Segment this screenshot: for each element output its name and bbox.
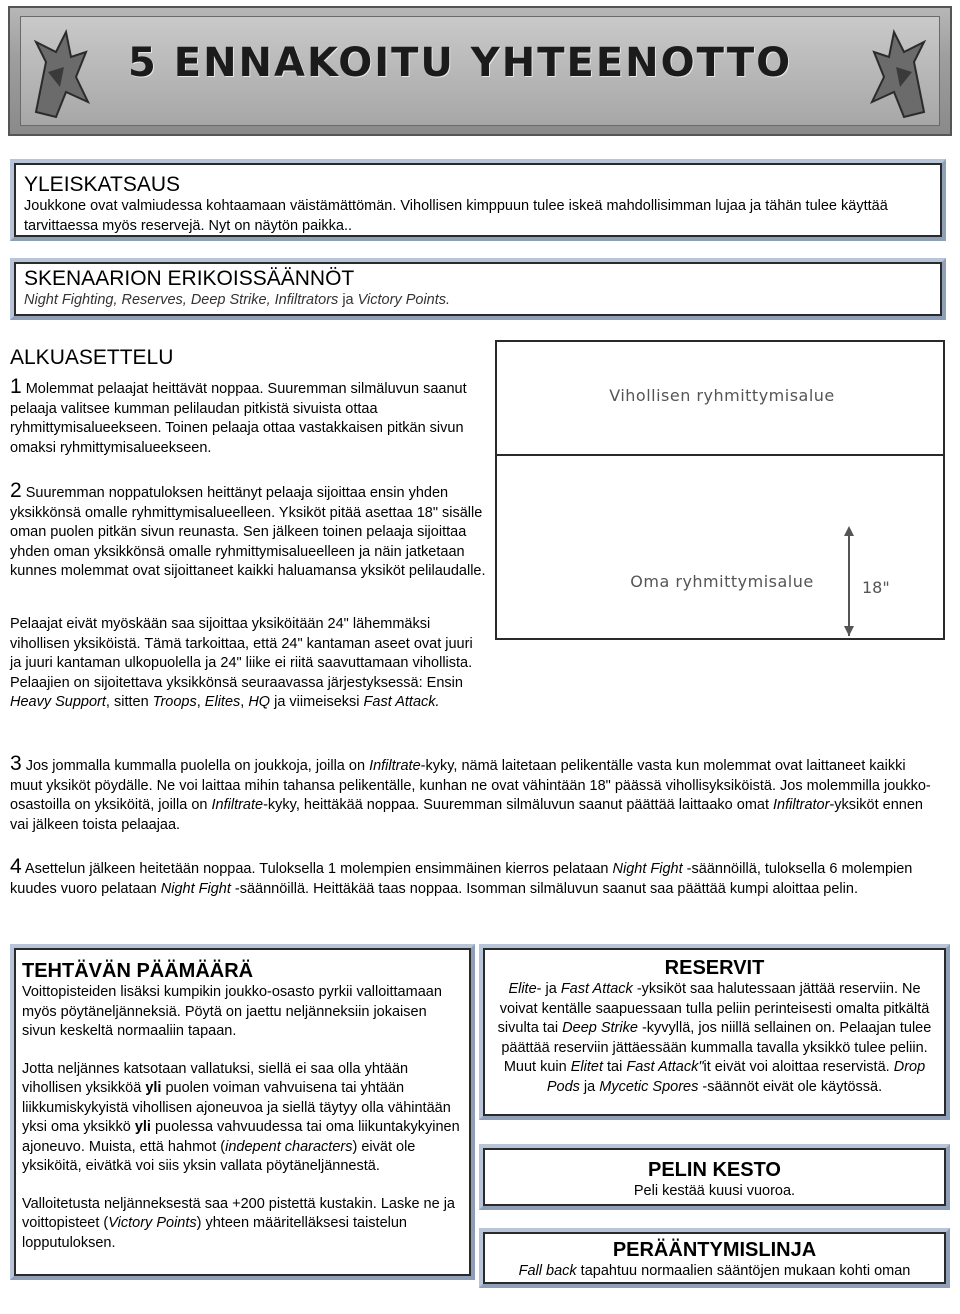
special-rules-heading: SKENAARION ERIKOISSÄÄNNÖT	[24, 267, 355, 290]
mission-heading: TEHTÄVÄN PÄÄMÄÄRÄ	[22, 960, 254, 982]
deployment-diagram	[495, 340, 945, 640]
withdrawal-box	[479, 1228, 950, 1288]
own-zone-label: Oma ryhmittymisalue	[630, 572, 814, 591]
special-rules-text: Night Fighting, Reserves, Deep Strike, Infiltrators ja Victory Points.	[24, 292, 451, 308]
deployment-heading: ALKUASETTELU	[10, 346, 174, 369]
withdrawal-text: Fall back tapahtuu normaalien sääntöjen mukaan kohti oman	[518, 1263, 911, 1279]
duration-text: Peli kestää kuusi vuoroa.	[633, 1183, 796, 1199]
dragon-emblem-left-icon	[26, 22, 96, 122]
deployment-step-2: 2 Suuremman noppatuloksen heittänyt pelaaja sijoittaa ensin yhden yksikkönsä omalle ryhmittymisalueelleen. Yksiköt pitää asettaa 18" sisälle oman puolen pitkän sivun reunasta. Sen jälkeen toinen pelaaja sijoittaa yhden oman yksikkönsä omalle ryhmittymisalueelleen ja näin jatketaan kunnes molemmat ovat sijoittaneet kaikki haluamansa yksiköt pelilaudalle.	[10, 479, 486, 579]
deployment-diagram-svg	[497, 342, 943, 638]
mission-p2: Jotta neljännes katsotaan vallatuksi, siellä ei saa olla yhtään vihollisen yksikköä yli puolen voiman vahvuisena tai yhtään liikkumiskykyistä vihollisen ajoneuvoa ja siellä täytyy olla vähintään yksi oma yksikkö yli puolessa vahvuudessa tai oma liikuntakykyinen ajoneuvo. Muista, että hahmot (indepent characters) eivät ole yksiköitä, eivätkä voi siis yksin vallata pöytäneljännestä.	[22, 1060, 460, 1174]
withdrawal-heading: PERÄÄNTYMISLINJA	[612, 1239, 817, 1261]
overview-text: Joukkone ovat valmiudessa kohtaamaan väistämättömän. Vihollisen kimppuun tulee iskeä mahdollisimman lujaa ja tähän tulee käyttää tarvittaessa myös reservejä. Nyt on näytön paikka..	[24, 198, 888, 234]
deployment-step-1: 1 Molemmat pelaajat heittävät noppaa. Suuremman silmäluvun saanut pelaaja valitsee kumman pelilaudan pitkistä sivuista ottaa ryhmittymisalueekseen. Toinen pelaaja ottaa vastakkaisen pitkän sivun omaksi ryhmittymisalueekseen.	[10, 375, 467, 456]
special-rules-box	[10, 258, 946, 320]
mission-p1: Voittopisteiden lisäksi kumpikin joukko-osasto pyrkii valloittamaan myös pöytäneljänneksiä. Pöytä on jaettu neljänneksiin jokaisen sivun keskeltä normaaliin tapaan.	[22, 984, 442, 1039]
reserves-text: Elite- ja Fast Attack -yksiköt saa halutessaan jättää reserviin. Ne voivat kentälle saapuessaan tulla peliin perinteisesti omalta pitkältä sivulta tai Deep Strike -kyvyllä, jos niillä sellainen on. Pelaajan tulee päättää reserviin jättäessään kummalla tavalla yksikkö tulee peliin. Muut kuin Elitet tai Fast Attack"it eivät voi aloittaa reservistä. Drop Pods ja Mycetic Spores -säännöt eivät ole käytössä.	[497, 981, 932, 1095]
overview-box	[10, 159, 946, 241]
enemy-zone-label: Vihollisen ryhmittymisalue	[609, 386, 835, 405]
arrow-down-icon	[844, 626, 854, 636]
deployment-step-4: 4 Asettelun jälkeen heitetään noppaa. Tuloksella 1 molempien ensimmäinen kierros pelataan Night Fight -säännöillä, tuloksella 6 molempien kuudes vuoro pelataan Night Fight -säännöillä. Heittäkää taas noppaa. Isomman silmäluvun saanut saa päättää kumpi aloittaa pelin.	[10, 855, 913, 897]
mission-box	[10, 944, 475, 1280]
distance-label: 18"	[862, 578, 890, 597]
header-banner	[8, 6, 952, 136]
duration-heading: PELIN KESTO	[648, 1159, 781, 1181]
reserves-heading: RESERVIT	[664, 957, 765, 979]
deployment-para-3: Pelaajat eivät myöskään saa sijoittaa yksiköitään 24" lähemmäksi vihollisen yksiköistä. Tämä tarkoittaa, että 24" kantaman aseet ovat juuri ja juuri kantaman ulkopuolella ja 24" liike ei riitä saavuttamaan vihollista. Pelaajien on sijoitettava yksikkönsä seuraavassa järjestyksessä: Ensin Heavy Support, sitten Troops, Elites, HQ ja viimeiseksi Fast Attack.	[10, 616, 473, 710]
reserves-box	[479, 944, 950, 1120]
duration-box	[479, 1144, 950, 1210]
arrow-up-icon	[844, 526, 854, 536]
mission-p3: Valloitetusta neljänneksestä saa +200 pistettä kustakin. Laske ne ja voittopisteet (Victory Points) yhteen määritelläksesi taistelun lopputuloksen.	[22, 1195, 455, 1251]
page-title: 5 ENNAKOITU YHTEENOTTO	[128, 40, 793, 86]
rules-victory-points: Victory Points.	[357, 292, 451, 308]
rules-list: Night Fighting, Reserves, Deep Strike, Infiltrators	[24, 292, 339, 308]
deployment-step-3: 3 Jos jommalla kummalla puolella on joukkoja, joilla on Infiltrate-kyky, nämä laitetaan pelikentälle vasta kun molemmat ovat laittaneet kaikki muut yksiköt pöydälle. Ne voi laittaa mihin tahansa pelikentälle, kunhan ne ovat vähintään 18" päässä vihollisyksiköistä. Jos molemmilla joukko-osastoilla on yksiköitä, joilla on Infiltrate-kyky, heittäkää noppaa. Suuremman silmäluvun saanut päättää laittaako omat Infiltrator-yksiköt ennen vai jälkeen toista pelaajaa.	[10, 752, 931, 833]
dragon-emblem-right-icon	[864, 22, 934, 122]
overview-heading: YLEISKATSAUS	[24, 173, 181, 196]
